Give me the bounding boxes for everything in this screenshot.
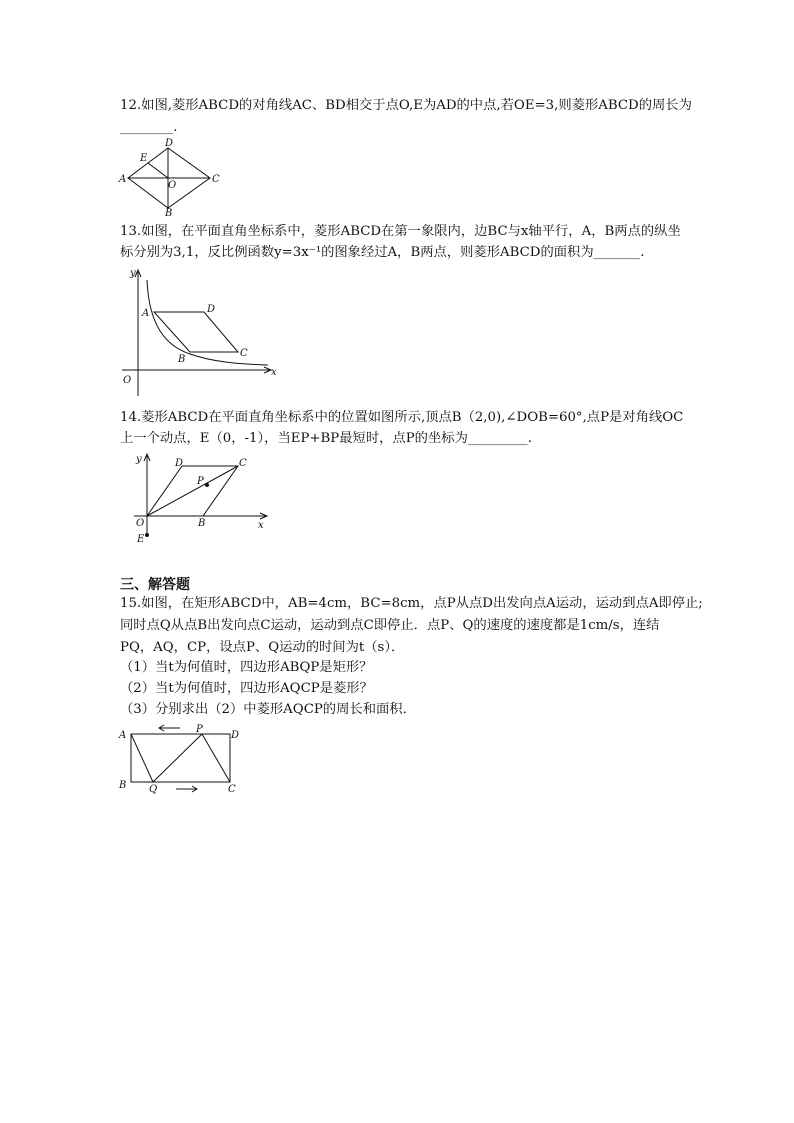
- q14-label-b: B: [198, 518, 206, 529]
- q12-label-a: A: [119, 174, 127, 185]
- q14-point-p: [205, 483, 209, 487]
- q13-coordinate-figure: [118, 266, 278, 400]
- q15-label-d: D: [231, 730, 240, 741]
- q14-label-e: E: [137, 534, 145, 545]
- q15-segment-aq: [131, 734, 153, 782]
- q12-label-o: O: [168, 180, 177, 191]
- q13-label-d: D: [207, 304, 216, 315]
- q14-label-d: D: [175, 458, 184, 469]
- q13-label-x: x: [271, 367, 277, 378]
- q14-label-x: x: [258, 520, 264, 531]
- q15-rectangle-figure: [118, 720, 248, 796]
- q14-text-line1: 14.菱形ABCD在平面直角坐标系中的位置如图所示,顶点B（2,0),∠DOB=60°,点P是对角线OC: [120, 410, 684, 425]
- q15-rectangle: [131, 734, 230, 782]
- q15-label-q: Q: [149, 784, 158, 795]
- q15-segment-pc: [202, 734, 230, 782]
- q12-text-line2: ________.: [120, 120, 178, 135]
- q13-label-a: A: [142, 308, 150, 319]
- q15-label-c: C: [228, 784, 236, 795]
- q12-label-c: C: [212, 174, 220, 185]
- q14-diagonal-oc: [147, 466, 238, 516]
- q13-label-y: y: [130, 268, 136, 279]
- q13-text-line2: 标分别为3,1，反比例函数y=3x⁻¹的图象经过A，B两点，则菱形ABCD的面积为_______.: [120, 245, 645, 260]
- q13-text-line1: 13.如图，在平面直角坐标系中，菱形ABCD在第一象限内，边BC与x轴平行，A，B两点的纵坐: [120, 224, 681, 239]
- q15-label-p: P: [196, 724, 203, 735]
- q14-label-p: P: [197, 476, 204, 487]
- q12-label-e: E: [140, 153, 148, 164]
- q15-subquestion-3: （3）分别求出（2）中菱形AQCP的周长和面积．: [120, 702, 416, 717]
- q12-rhombus-figure: [118, 138, 220, 219]
- q15-label-b: B: [119, 780, 127, 791]
- q12-label-d: D: [165, 138, 174, 149]
- section-title: 三、解答题: [120, 577, 190, 593]
- q14-label-y: y: [136, 454, 142, 465]
- q12-text-line1: 12.如图,菱形ABCD的对角线AC、BD相交于点O,E为AD的中点,若OE=3,则菱形ABCD的周长为: [120, 98, 692, 113]
- q15-segment-qp: [153, 734, 202, 782]
- q13-label-o: O: [123, 375, 132, 386]
- q14-coordinate-figure: [126, 450, 276, 550]
- q15-subquestion-2: （2）当t为何值时，四边形AQCP是菱形？: [120, 681, 373, 696]
- q14-label-c: C: [239, 458, 247, 469]
- q14-text-line2: 上一个动点，E（0，-1），当EP+BP最短时，点P的坐标为_________.: [120, 431, 532, 446]
- q15-text-line2: 同时点Q从点B出发向点C运动，运动到点C即停止．点P、Q的速度的速度都是1cm/s，连结: [120, 618, 660, 633]
- q12-label-b: B: [165, 208, 173, 219]
- q15-subquestion-1: （1）当t为何值时，四边形ABQP是矩形？: [120, 660, 373, 675]
- q13-rhombus: [154, 312, 238, 352]
- q12-segment-oe: [148, 163, 168, 178]
- q15-label-a: A: [119, 730, 127, 741]
- q13-label-b: B: [178, 354, 186, 365]
- q15-text-line3: PQ，AQ，CP，设点P、Q运动的时间为t（s）．: [120, 640, 405, 655]
- q15-text-line1: 15.如图，在矩形ABCD中，AB=4cm，BC=8cm，点P从点D出发向点A运动，运动到点A即停止;: [120, 596, 703, 611]
- q14-label-o: O: [136, 518, 145, 529]
- q14-point-e: [145, 533, 149, 537]
- q13-label-c: C: [240, 348, 248, 359]
